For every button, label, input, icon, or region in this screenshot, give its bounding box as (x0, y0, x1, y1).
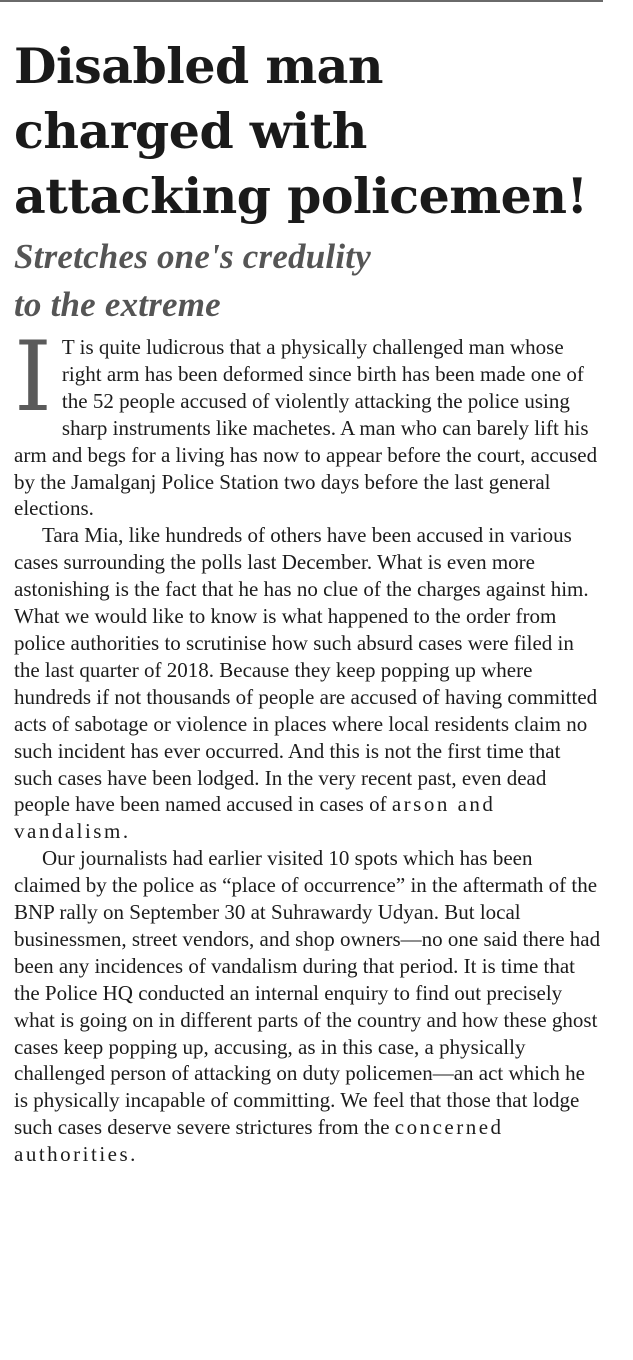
subheadline-line-2: to the extreme (14, 285, 221, 324)
article (14, 34, 604, 1168)
paragraph-3 (14, 845, 604, 1168)
paragraph-2-text: Tara Mia, like hundreds of others have been accused in various cases surrounding the polls last December. What is even more astonishing is the fact that he has no clue of the charges against him. What we would like to know is what happened to the order from police authorities to scrutinise how such absurd cases were filed in the last quarter of 2018. Because they keep popping up where hundreds if not thousands of people are accused of having committed acts of sabotage or violence in places where local residents claim no such incident has ever occurred. And this is not the first time that such cases have been lodged. In the very recent past, even dead people have been named accused in cases of (14, 523, 598, 817)
headline: Disabled man charged with attacking policemen! (14, 37, 588, 225)
paragraph-3-tail: concerned authorities. (14, 1115, 504, 1167)
drop-cap: I (14, 321, 52, 433)
paragraph-1-text: T is quite ludicrous that a physically challenged man whose right arm has been deformed since birth has been made one of the 52 people accused of violently attacking the police using sharp instruments like machetes. A man who can barely lift his arm and begs for a living has now to appear before the court, accused by the Jamalganj Police Station two days before the last general elections. (14, 335, 598, 521)
paragraph-2 (14, 522, 604, 845)
subheadline-line-1: Stretches one's credulity (14, 237, 371, 276)
paragraph-3-text: Our journalists had earlier visited 10 spots which has been claimed by the police as “place of occurrence” in the aftermath of the BNP rally on September 30 at Suhrawardy Udyan. But local businessmen, street vendors, and shop owners—no one said there had been any incidences of vandalism during that period. It is time that the Police HQ conducted an internal enquiry to find out precisely what is going on in different parts of the country and how these ghost cases keep popping up, accusing, as in this case, a physically challenged person of attacking on duty policemen—an act which he is physically incapable of committing. We feel that those that lodge such cases deserve severe strictures from the (14, 846, 601, 1140)
article-body (14, 321, 604, 1168)
paragraph-2-tail: arson and vandalism. (14, 792, 496, 844)
paragraph-1 (14, 321, 604, 522)
subheadline (14, 233, 604, 329)
top-rule (0, 0, 603, 2)
